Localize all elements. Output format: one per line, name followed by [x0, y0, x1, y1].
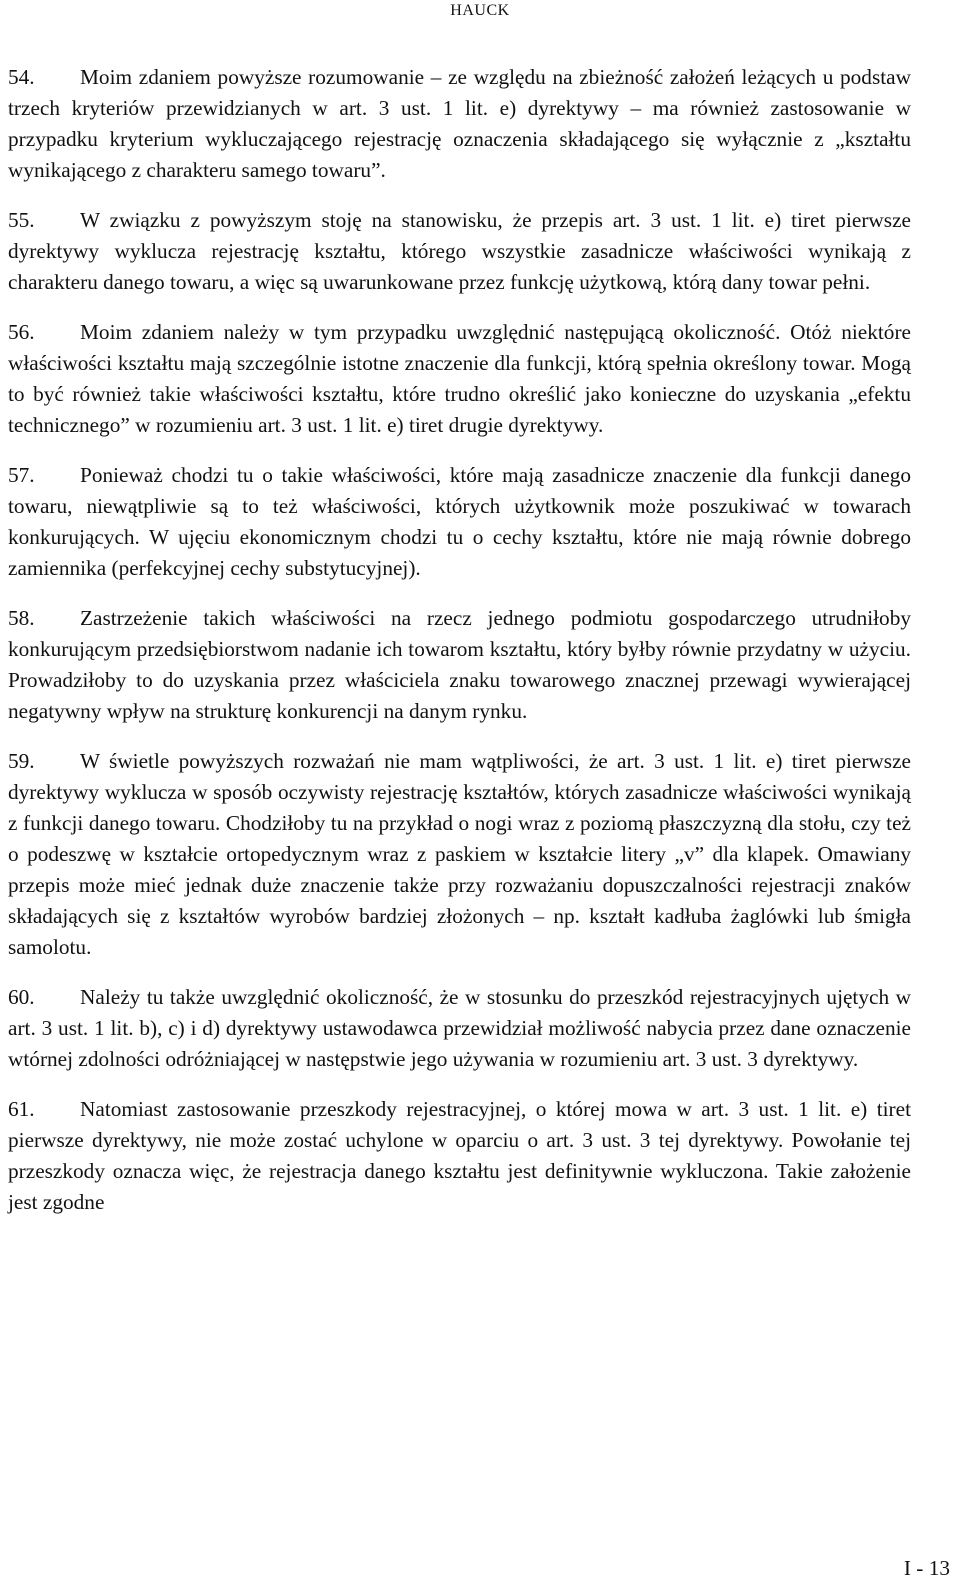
header-title: HAUCK: [450, 2, 510, 19]
paragraph-text: Należy tu także uwzględnić okoliczność, że w stosunku do przeszkód rejestracyjnych ujętych w art. 3 ust. 1 lit. b), c) i d) dyrektywy ustawodawca przewidział możliwość nabycia przez dane oznaczenie wtórnej zdolności odróżniającej w następstwie jego używania w rozumieniu art. 3 ust. 3 dyrektywy.: [8, 985, 911, 1071]
paragraph-59: [8, 746, 911, 963]
paragraph-text: Ponieważ chodzi tu o takie właściwości, które mają zasadnicze znaczenie dla funkcji danego towaru, niewątpliwie są to też właściwości, których użytkownik może poszukiwać w towarach konkurujących. W ujęciu ekonomicznym chodzi tu o cechy kształtu, które nie mają równie dobrego zamiennika (perfekcyjnej cechy substytucyjnej).: [8, 463, 911, 580]
document-body: [8, 62, 911, 1237]
paragraph-number: 61.: [8, 1097, 35, 1121]
paragraph-number: 57.: [8, 463, 35, 487]
paragraph-text: Zastrzeżenie takich właściwości na rzecz jednego podmiotu gospodarczego utrudniłoby konkurującym przedsiębiorstwom nadanie ich towarom kształtu, który byłby równie przydatny w użyciu. Prowadziłoby to do uzyskania przez właściciela znaku towarowego znacznej przewagi wywierającej negatywny wpływ na strukturę konkurencji na danym rynku.: [8, 606, 911, 723]
paragraph-text: Moim zdaniem należy w tym przypadku uwzględnić następującą okoliczność. Otóż niektóre właściwości kształtu mają szczególnie istotne znaczenie dla funkcji, którą spełnia określony towar. Mogą to być również takie właściwości kształtu, które trudno określić jako konieczne do uzyskania „efektu technicznego” w rozumieniu art. 3 ust. 1 lit. e) tiret drugie dyrektywy.: [8, 320, 911, 437]
paragraph-56: [8, 317, 911, 441]
paragraph-60: [8, 982, 911, 1075]
paragraph-number: 54.: [8, 65, 35, 89]
paragraph-number: 56.: [8, 320, 35, 344]
paragraph-61: [8, 1094, 911, 1218]
paragraph-54: [8, 62, 911, 186]
page-number: I - 13: [903, 1556, 950, 1580]
paragraph-text: W świetle powyższych rozważań nie mam wątpliwości, że art. 3 ust. 1 lit. e) tiret pierwsze dyrektywy wyklucza w sposób oczywisty rejestrację kształtów, których zasadnicze właściwości wynikają z funkcji danego towaru. Chodziłoby tu na przykład o nogi wraz z poziomą płaszczyzną dla stołu, czy też o podeszwę w kształcie ortopedycznym wraz z paskiem w kształcie litery „v” dla klapek. Omawiany przepis może mieć jednak duże znaczenie także przy rozważaniu dopuszczalności rejestracji znaków składających się z kształtów wyrobów bardziej złożonych – np. kształt kadłuba żaglówki lub śmigła samolotu.: [8, 749, 911, 959]
paragraph-text: Moim zdaniem powyższe rozumowanie – ze względu na zbieżność założeń leżących u podstaw trzech kryteriów przewidzianych w art. 3 ust. 1 lit. e) dyrektywy – ma również zastosowanie w przypadku kryterium wykluczającego rejestrację oznaczenia składającego się wyłącznie z „kształtu wynikającego z charakteru samego towaru”.: [8, 65, 911, 182]
paragraph-number: 60.: [8, 985, 35, 1009]
paragraph-text: W związku z powyższym stoję na stanowisku, że przepis art. 3 ust. 1 lit. e) tiret pierwsze dyrektywy wyklucza rejestrację kształtu, którego wszystkie zasadnicze właściwości wynikają z charakteru danego towaru, a więc są uwarunkowane przez funkcję użytkową, którą dany towar pełni.: [8, 208, 911, 294]
paragraph-text: Natomiast zastosowanie przeszkody rejestracyjnej, o której mowa w art. 3 ust. 1 lit. e) tiret pierwsze dyrektywy, nie może zostać uchylone w oparciu o art. 3 ust. 3 tej dyrektywy. Powołanie tej przeszkody oznacza więc, że rejestracja danego kształtu jest definitywnie wykluczona. Takie założenie jest zgodne: [8, 1097, 911, 1214]
page-footer: [904, 1554, 950, 1582]
page-header: [0, 0, 960, 22]
paragraph-57: [8, 460, 911, 584]
paragraph-number: 55.: [8, 208, 35, 232]
paragraph-55: [8, 205, 911, 298]
paragraph-number: 59.: [8, 749, 35, 773]
paragraph-58: [8, 603, 911, 727]
paragraph-number: 58.: [8, 606, 35, 630]
